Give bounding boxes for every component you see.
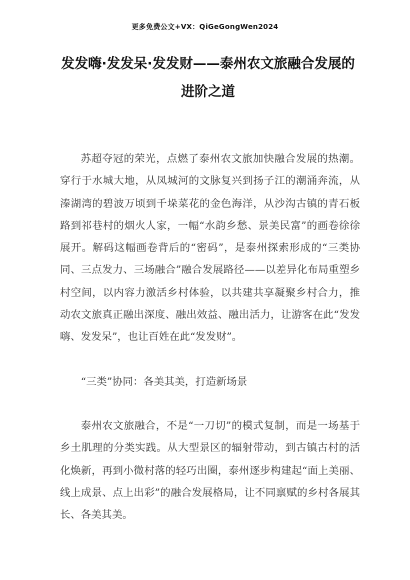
paragraph-intro: 苏超夺冠的荣光，点燃了泰州农文旅加快融合发展的热潮。穿行于水城大地，从凤城河的文脉复兴到扬子江的潮涌奔流，从溱湖湾的碧波万顷到千垛菜花的金色海洋，从沙沟古镇的青石板路到祁巷村的烟火人家，一幅“水韵乡愁、景美民富”的画卷徐徐展开。解码这幅画卷背后的“密码”，是泰州探索形成的“三类协同、三点发力、三场融合”融合发展路径——以差异化布局重塑乡村空间，以内容力激活乡村体验，以共建共享凝聚乡村合力，推动农文旅真正融出深度、融出效益、融出活力，让游客在此“发发嗨、发发呆”，也让百姓在此“发发财”。 [60,153,360,344]
document-title: 发发嗨·发发呆·发发财——泰州农文旅融合发展的进阶之道 [61,56,355,100]
paragraph-section-1: 泰州农文旅融合，不是“一刀切”的模式复制，而是一场基于乡土肌理的分类实践。从大型景区的辐射带动，到古镇古村的活化焕新，再到小微村落的轻巧出圈，泰州逐步构建起“面上美丽、线上成景、点上出彩”的融合发展格局，让不同禀赋的乡村各展其长、各美其美。 [60,419,360,522]
document-body [60,148,360,526]
section-heading: “三类”协同：各美其美，打造新场景 [80,375,248,388]
header-note: 更多免费公文+VX：QiGeGongWen2024 [131,23,279,31]
